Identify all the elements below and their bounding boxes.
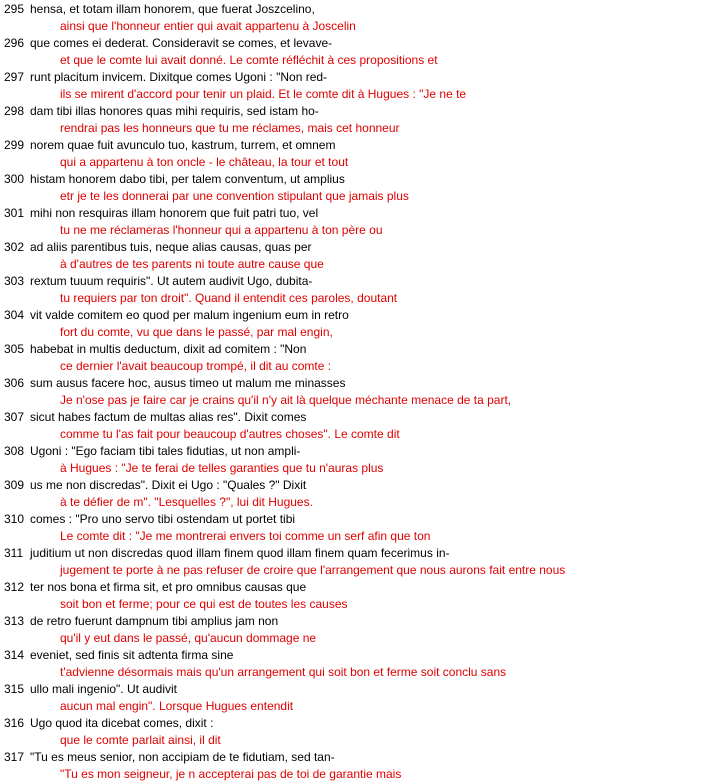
- latin-text: eveniet, sed finis sit adtenta firma sine: [30, 648, 234, 662]
- latin-text: juditium ut non discredas quod illam finem quod illam finem quam fecerimus in-: [30, 546, 450, 560]
- latin-text: ullo mali ingenio". Ut audivit: [30, 682, 177, 696]
- latin-text: ad aliis parentibus tuis, neque alias causas, quas per: [30, 240, 312, 254]
- line-number: 296: [4, 36, 25, 50]
- line-number: 310: [4, 512, 25, 526]
- latin-text: de retro fuerunt dampnum tibi amplius jam non: [30, 614, 279, 628]
- line-number: 308: [4, 444, 25, 458]
- french-translation-line: fort du comte, vu que dans le passé, par mal engin,: [60, 325, 333, 339]
- latin-line: [4, 749, 700, 766]
- latin-text: hensa, et totam illam honorem, que fuerat Joszcelino,: [30, 2, 315, 16]
- french-translation-line: "Tu es mon seigneur, je n accepterai pas de toi de garantie mais: [60, 767, 402, 781]
- line-number: 300: [4, 172, 25, 186]
- line-number: 306: [4, 376, 25, 390]
- latin-line: [4, 171, 700, 188]
- line-number: 311: [4, 546, 24, 560]
- latin-line: [4, 545, 700, 562]
- french-translation-line: et que le comte lui avait donné. Le comte réfléchit à ces propositions et: [60, 53, 438, 67]
- latin-text: mihi non resquiras illam honorem que fuit patri tuo, vel: [30, 206, 319, 220]
- french-translation-line: ils se mirent d'accord pour tenir un plaid. Et le comte dit à Hugues : "Je ne te: [60, 87, 467, 101]
- latin-text: sicut habes factum de multas alias res". Dixit comes: [30, 410, 307, 424]
- latin-line: [4, 239, 700, 256]
- latin-text: dam tibi illas honores quas mihi requiris, sed istam ho-: [30, 104, 319, 118]
- french-translation-line: ainsi que l'honneur entier qui avait appartenu à Joscelin: [60, 19, 356, 33]
- latin-line: [4, 409, 700, 426]
- line-number: 295: [4, 2, 25, 16]
- latin-text: comes : "Pro uno servo tibi ostendam ut portet tibi: [30, 512, 296, 526]
- line-number: 309: [4, 478, 25, 492]
- french-translation-line: tu ne me réclameras l'honneur qui a appartenu à ton père ou: [60, 223, 383, 237]
- line-number: 301: [4, 206, 25, 220]
- line-number: 297: [4, 70, 25, 84]
- latin-line: [4, 443, 700, 460]
- latin-text: sum ausus facere hoc, ausus timeo ut malum me minasses: [30, 376, 346, 390]
- bilingual-text-document: [4, 1, 700, 783]
- latin-text: que comes ei dederat. Consideravit se comes, et levave-: [30, 36, 333, 50]
- latin-text: runt placitum invicem. Dixitque comes Ugoni : "Non red-: [30, 70, 328, 84]
- french-translation-line: Le comte dit : "Je me montrerai envers toi comme un serf afin que ton: [60, 529, 431, 543]
- french-translation-line: Je n'ose pas je faire car je crains qu'il n'y ait là quelque méchante menace de ta part,: [60, 393, 512, 407]
- latin-line: [4, 715, 700, 732]
- latin-text: "Tu es meus senior, non accipiam de te fidutiam, sed tan-: [30, 750, 335, 764]
- latin-text: norem quae fuit avunculo tuo, kastrum, turrem, et omnem: [30, 138, 336, 152]
- line-number: 312: [4, 580, 25, 594]
- french-translation-line: etr je te les donnerai par une convention stipulant que jamais plus: [60, 189, 409, 203]
- latin-line: [4, 103, 700, 120]
- line-number: 298: [4, 104, 25, 118]
- french-translation-line: qui a appartenu à ton oncle - le château, la tour et tout: [60, 155, 349, 169]
- line-number: 315: [4, 682, 25, 696]
- french-translation-line: qu'il y eut dans le passé, qu'aucun dommage ne: [60, 631, 317, 645]
- latin-line: [4, 69, 700, 86]
- french-translation-line: comme tu l'as fait pour beaucoup d'autres choses". Le comte dit: [60, 427, 400, 441]
- latin-line: [4, 477, 700, 494]
- latin-line: [4, 307, 700, 324]
- latin-line: [4, 341, 700, 358]
- latin-text: habebat in multis deductum, dixit ad comitem : "Non: [30, 342, 307, 356]
- line-number: 317: [4, 750, 25, 764]
- french-translation-line: rendrai pas les honneurs que tu me réclames, mais cet honneur: [60, 121, 400, 135]
- french-translation-line: jugement te porte à ne pas refuser de croire que l'arrangement que nous aurons fait entre nous: [60, 563, 566, 577]
- latin-text: histam honorem dabo tibi, per talem conventum, ut amplius: [30, 172, 345, 186]
- latin-text: Ugoni : "Ego faciam tibi tales fidutias, ut non ampli-: [30, 444, 301, 458]
- latin-text: rextum tuuum requiris". Ut autem audivit Ugo, dubita-: [30, 274, 313, 288]
- latin-text: vit valde comitem eo quod per malum ingenium eum in retro: [30, 308, 349, 322]
- line-number: 307: [4, 410, 25, 424]
- latin-text: Ugo quod ita dicebat comes, dixit :: [30, 716, 214, 730]
- latin-text: us me non discredas". Dixit ei Ugo : "Quales ?" Dixit: [30, 478, 307, 492]
- line-number: 316: [4, 716, 25, 730]
- latin-line: [4, 647, 700, 664]
- latin-line: [4, 579, 700, 596]
- latin-line: [4, 205, 700, 222]
- french-translation-line: à d'autres de tes parents ni toute autre cause que: [60, 257, 324, 271]
- line-number: 303: [4, 274, 25, 288]
- french-translation-line: à Hugues : "Je te ferai de telles garanties que tu n'auras plus: [60, 461, 384, 475]
- french-translation-line: ce dernier l'avait beaucoup trompé, il dit au comte :: [60, 359, 332, 373]
- french-translation-line: à te défier de m". "Lesquelles ?", lui dit Hugues.: [60, 495, 313, 509]
- latin-line: [4, 613, 700, 630]
- latin-line: [4, 1, 700, 18]
- line-number: 299: [4, 138, 25, 152]
- latin-line: [4, 375, 700, 392]
- french-translation-line: tu requiers par ton droit". Quand il entendit ces paroles, doutant: [60, 291, 398, 305]
- line-number: 305: [4, 342, 25, 356]
- latin-line: [4, 137, 700, 154]
- latin-line: [4, 511, 700, 528]
- french-translation-line: soit bon et ferme; pour ce qui est de toutes les causes: [60, 597, 348, 611]
- latin-text: ter nos bona et firma sit, et pro omnibus causas que: [30, 580, 307, 594]
- line-number: 313: [4, 614, 25, 628]
- french-translation-line: que le comte parlait ainsi, il dit: [60, 733, 221, 747]
- line-number: 304: [4, 308, 25, 322]
- latin-line: [4, 273, 700, 290]
- latin-line: [4, 681, 700, 698]
- line-number: 314: [4, 648, 25, 662]
- latin-line: [4, 35, 700, 52]
- french-translation-line: t'advienne désormais mais qu'un arrangement qui soit bon et ferme soit conclu sans: [60, 665, 507, 679]
- line-number: 302: [4, 240, 25, 254]
- french-translation-line: aucun mal engin". Lorsque Hugues entendit: [60, 699, 294, 713]
